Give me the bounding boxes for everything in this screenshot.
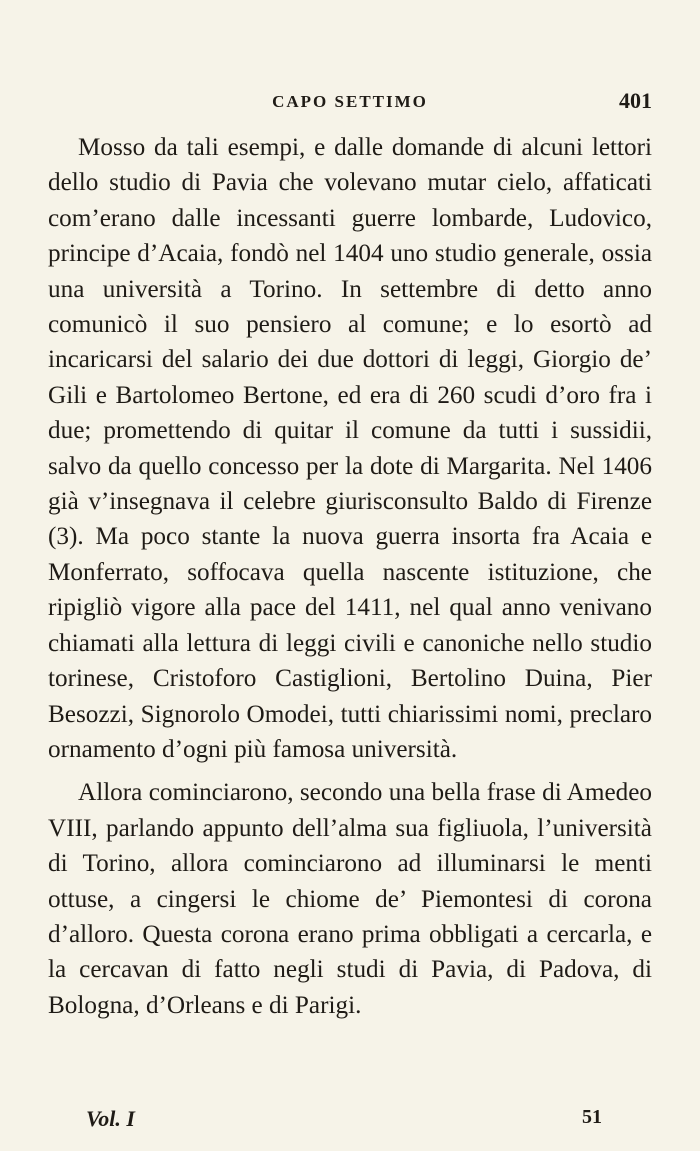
paragraph: Mosso da tali esempi, e dalle domande di alcuni lettori dello studio di Pavia che volevano mutar cielo, affaticati com’erano dalle incessanti guerre lombarde, Ludovico, principe d’Acaia, fondò nel 1404 uno studio generale, ossia una università a Torino. In settembre di detto anno comunicò il suo pensiero al comune; e lo esortò ad incaricarsi del salario dei due dottori di leggi, Giorgio de’ Gili e Bartolomeo Bertone, ed era di 260 scudi d’oro fra i due; promettendo di quitar il comune da tutti i sussidii, salvo da quello concesso per la dote di Margarita. Nel 1406 già v’insegnava il celebre giurisconsulto Baldo di Firenze (3). Ma poco stante la nuova guerra insorta fra Acaia e Monferrato, soffocava quella nascente istituzione, che ripigliò vigore alla pace del 1411, nel qual anno venivano chiamati alla lettura di leggi civili e canoniche nello studio torinese, Cristoforo Castiglioni, Bertolino Duina, Pier Besozzi, Signorolo Omodei, tutti chiarissimi nomi, preclaro ornamento d’ogni più famosa università. <box>48 134 652 763</box>
page-header <box>48 88 652 118</box>
page-footer <box>48 1106 652 1136</box>
body-text <box>48 130 652 1031</box>
volume-label: Vol. I <box>86 1106 135 1131</box>
signature-mark: 51 <box>582 1106 602 1128</box>
running-title: CAPO SETTIMO <box>272 92 428 111</box>
paragraph: Allora cominciarono, secondo una bella frase di Amedeo VIII, parlando appunto dell’alma sua figliuola, l’università di Torino, allora cominciarono ad illuminarsi le menti ottuse, a cingersi le chiome de’ Piemontesi di corona d’alloro. Questa corona erano prima obbligati a cercarla, e la cercavan di fatto negli studi di Pavia, di Padova, di Bologna, d’Orleans e di Parigi. <box>48 779 652 1019</box>
page-number: 401 <box>619 88 652 113</box>
